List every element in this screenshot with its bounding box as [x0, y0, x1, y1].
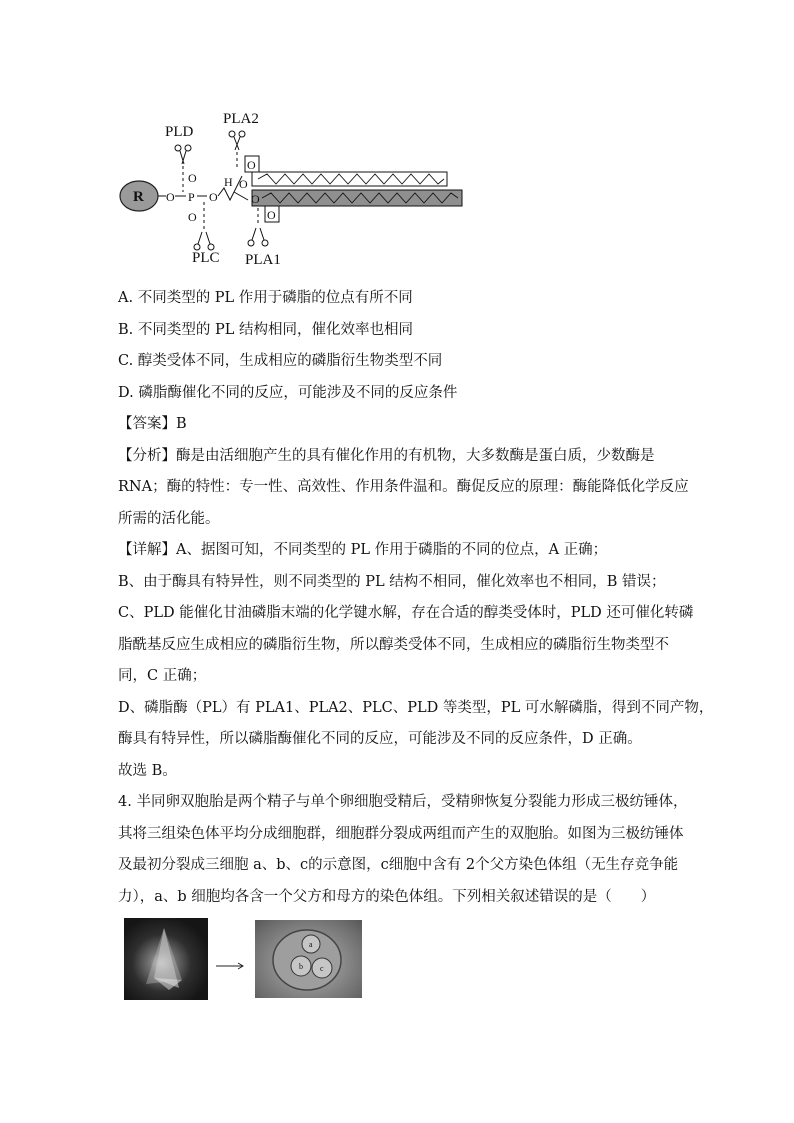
o-label-2: O [209, 190, 218, 204]
option-a: A. 不同类型的 PL 作用于磷脂的位点有所不同 [118, 290, 413, 306]
option-c: C. 醇类受体不同，生成相应的磷脂衍生物类型不同 [118, 353, 443, 369]
detail-line-3: C、PLD 能催化甘油磷脂末端的化学键水解，存在合适的醇类受体时，PLD 还可催化转磷 [118, 605, 694, 621]
o-label-box1: O [247, 158, 256, 172]
analysis-line-1: 【分析】酶是由活细胞产生的具有催化作用的有机物，大多数酶是蛋白质，少数酶是 [118, 447, 655, 464]
pla1-scissors-icon [248, 228, 268, 246]
analysis-line-3: 所需的活化能。 [118, 510, 220, 527]
option-d: D. 磷脂酶催化不同的反应，可能涉及不同的反应条件 [118, 384, 458, 401]
cell-b-label: b [299, 962, 303, 971]
detail-line-5: 同，C 正确； [118, 668, 207, 684]
h-label: H [224, 175, 233, 189]
three-cell-photo [255, 920, 362, 998]
p-label: P [188, 190, 195, 204]
cell-a-label: a [309, 940, 313, 949]
plc-scissors-icon [194, 232, 214, 250]
phospholipid-svg [112, 104, 472, 274]
answer-line: 【答案】B [118, 416, 187, 432]
detail-line-7: 酶具有特异性，所以磷脂酶催化不同的反应，可能涉及不同的反应条件，D 正确。 [118, 731, 642, 747]
fatty-acid-chain-1 [252, 172, 447, 186]
cell-c-label: c [320, 964, 324, 973]
question-4-line-4: 力），a、b 细胞均各含一个父方和母方的染色体组。下列相关叙述错误的是（ ） [118, 888, 656, 905]
question-4-line-3: 及最初分裂成三细胞 a、b、c的示意图，c细胞中含有 2个父方染色体组（无生存竞争能 [118, 857, 679, 873]
option-b: B. 不同类型的 PL 结构相同，催化效率也相同 [118, 321, 413, 338]
tripolar-spindle-photo [124, 918, 208, 1000]
pld-scissors-icon [175, 145, 191, 164]
o-label-4: O [251, 192, 260, 206]
o-label-box2: O [267, 208, 276, 222]
question-4-line-1: 4. 半同卵双胞胎是两个精子与单个卵细胞受精后，受精卵恢复分裂能力形成三极纺锤体， [118, 794, 688, 810]
detail-line-2: B、由于酶具有特异性，则不同类型的 PL 结构不相同，催化效率也不相同，B 错误； [118, 573, 666, 590]
o-label-top: O [188, 171, 197, 185]
plc-label: PLC [192, 250, 220, 266]
pla2-label: PLA2 [223, 111, 259, 127]
pla2-scissors-icon [229, 131, 245, 150]
options-block [118, 283, 714, 787]
micrograph-figure [124, 918, 364, 1000]
detail-line-6: D、磷脂酶（PL）有 PLA1、PLA2、PLC、PLD 等类型，PL 可水解磷脂，得到不同产物， [118, 699, 714, 716]
pla1-label: PLA1 [245, 252, 281, 268]
detail-line-4: 脂酰基反应生成相应的磷脂衍生物，所以醇类受体不同，生成相应的磷脂衍生物类型不 [118, 636, 669, 653]
pld-label: PLD [165, 124, 194, 140]
detail-line-1: 【详解】A、据图可知，不同类型的 PL 作用于磷脂的不同的位点，A 正确； [118, 542, 608, 558]
phospholipid-diagram [112, 104, 472, 274]
analysis-line-2: RNA；酶的特性：专一性、高效性、作用条件温和。酶促反应的原理：酶能降低化学反应 [118, 479, 689, 495]
o-label-3: O [239, 177, 248, 191]
r-label: R [133, 189, 144, 205]
arrow-icon [216, 956, 246, 966]
o-label-1: O [166, 190, 175, 204]
question-4 [118, 787, 688, 913]
question-4-line-2: 其将三组染色体平均分成细胞群，细胞群分裂成两组而产生的双胞胎。如图为三极纺锤体 [118, 825, 684, 842]
detail-line-8: 故选 B。 [118, 762, 177, 779]
o-label-bottom: O [188, 210, 197, 224]
